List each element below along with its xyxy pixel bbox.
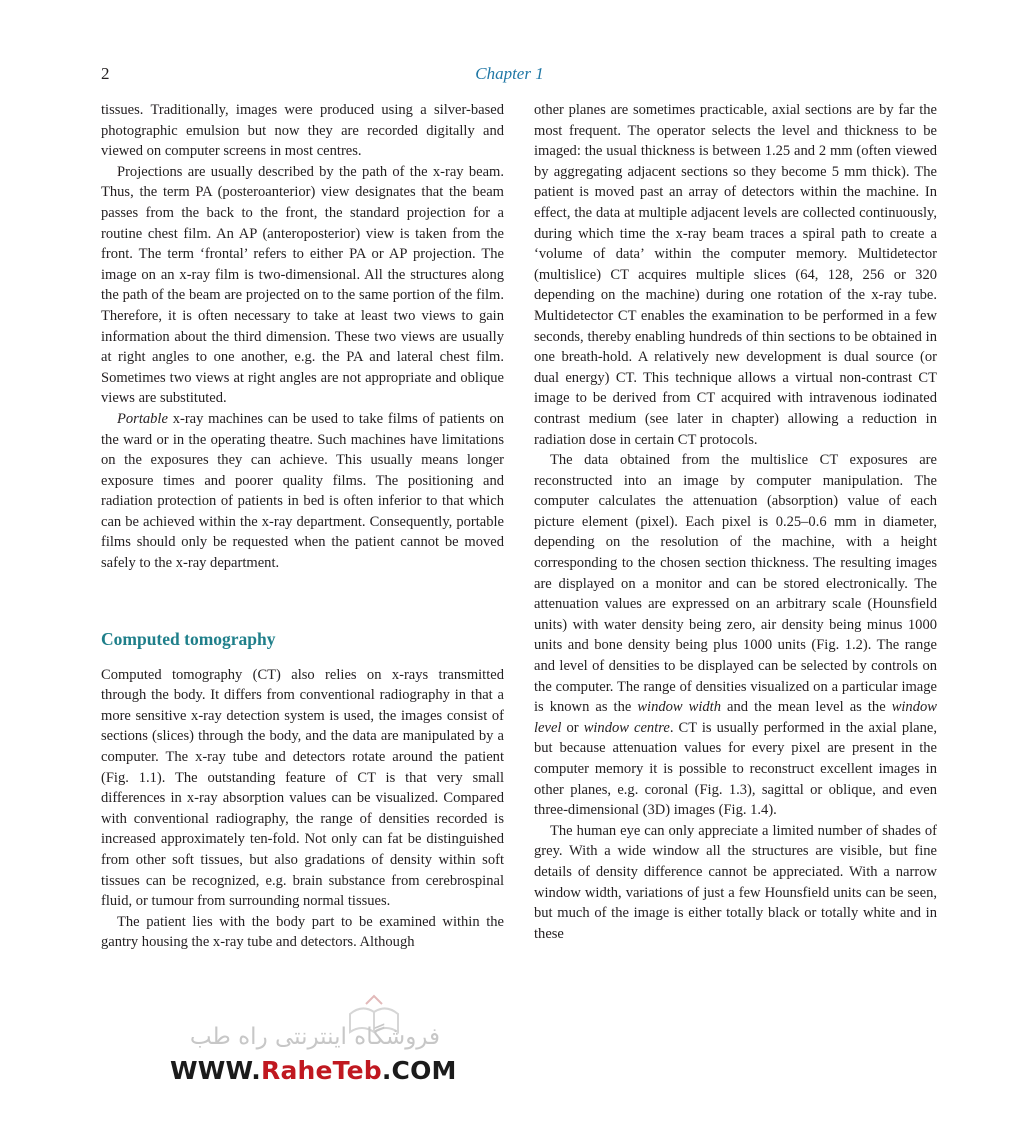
url-prefix: WWW. — [170, 1056, 261, 1085]
url-suffix: .COM — [381, 1056, 457, 1085]
paragraph: other planes are sometimes practicable, axial sections are by far the most frequent. The operator selects the level and thickness to be imaged: the usual thickness is between 1.25 and 2 mm (often viewed by aggregating adjacent sections so they become 5 mm thick). The patient is moved past an array of detectors within the machine. In effect, the data at multiple adjacent levels are collected continuously, during which time the x-ray beam traces a spiral path to create a ‘volume of data’ within the computer memory. Multidetector (multislice) CT acquires multiple slices (64, 128, 256 or 320 depending on the machine) during one rotation of the x-ray tube. Multidetector CT enables the examination to be performed in a few seconds, thereby enabling hundreds of thin sections to be obtained in one breath-hold. A relatively new development is dual source (or dual energy) CT. This technique allows a virtual non-contrast CT image to be derived from CT acquired with intravenous iodinated contrast medium (see later in chapter) allowing a reduction in radiation dose in certain CT protocols. — [534, 102, 937, 448]
paragraph-text: . CT is usually performed in the axial plane, but because attenuation values for every pixel are present in the computer memory it is possible to reconstruct excellent images in other planes, e.g. coronal (Fig. 1.3), sagittal or oblique, and even three-dimensional (3D) images (Fig. 1.4). — [534, 719, 937, 819]
page-number: 2 — [101, 64, 110, 83]
paragraph: tissues. Traditionally, images were produced using a silver-based photographic emulsion but now they are recorded digitally and viewed on computer screens in most centres. — [101, 102, 504, 160]
left-column — [101, 100, 504, 953]
right-column — [534, 100, 937, 944]
paragraph-text: and the mean level as the — [720, 699, 892, 716]
watermark-persian-text: فروشگاه اینترنتی راه طب — [189, 1024, 440, 1050]
section-heading: Computed tomography — [101, 628, 276, 649]
running-head: Chapter 1 — [475, 64, 544, 83]
paragraph — [534, 450, 937, 821]
emphasis: Portable — [117, 410, 168, 427]
watermark — [166, 1022, 456, 1092]
paragraph: Computed tomography (CT) also relies on x-rays transmitted through the body. It differs from conventional radiography in that a more sensitive x-ray detection system is used, the images consist of sections (slices) through the body, and the data are manipulated by a computer. The x-ray tube and detectors rotate around the patient (Fig. 1.1). The outstanding feature of CT is that very small differences in x-ray absorption values can be visualized. Compared with conventional radiography, the range of densities recorded is increased approximately ten-fold. Not only can fat be distinguished from other soft tissues, but also gradations of density within soft tissues can be recognized, e.g. brain substance from cerebrospinal fluid, or tumour from surrounding normal tissues. — [101, 666, 504, 910]
url-brand: RaheTeb — [261, 1056, 382, 1085]
watermark-url — [170, 1056, 457, 1086]
paragraph: The patient lies with the body part to be examined within the gantry housing the x-ray tube and detectors. Although — [101, 913, 504, 951]
emphasis: window centre — [583, 719, 670, 736]
emphasis: window level — [534, 699, 937, 736]
paragraph-text: or — [561, 719, 584, 736]
paragraph — [101, 409, 504, 574]
paragraph-text: x-ray machines can be used to take films of patients on the ward or in the operating theatre. Such machines have limitations on the exposures they can achieve. This usually means longer exposure times and poorer quality films. The positioning and radiation protection of patients in bed is often inferior to that which can be achieved within the x-ray department. Consequently, portable films should only be requested when the patient cannot be moved safely to the x-ray department. — [101, 410, 504, 572]
paragraph: Projections are usually described by the path of the x-ray beam. Thus, the term PA (posteroanterior) view designates that the beam passes from the back to the front, the standard projection for a routine chest film. An AP (anteroposterior) view is taken from the front. The term ‘frontal’ refers to either PA or AP projection. The image on an x-ray film is two-dimensional. All the structures along the path of the beam are projected on to the same portion of the film. Therefore, it is often necessary to take at least two views to gain information about the third dimension. These two views are usually at right angles to one another, e.g. the PA and lateral chest film. Sometimes two views at right angles are not appropriate and oblique views are substituted. — [101, 163, 504, 407]
paragraph: The human eye can only appreciate a limited number of shades of grey. With a wide window all the structures are visible, but fine details of density difference cannot be appreciated. With a narrow window width, variations of just a few Hounsfield units can be seen, but much of the image is either totally black or totally white and in these — [534, 822, 937, 942]
paragraph-text: The data obtained from the multislice CT exposures are reconstructed into an image by computer manipulation. The computer calculates the attenuation (absorption) value of each picture element (pixel). Each pixel is 0.25–0.6 mm in diameter, depending on the resolution of the machine, with a height corresponding to the chosen section thickness. The resulting images are displayed on a monitor and can be stored electronically. The attenuation values are expressed on an arbitrary scale (Hounsfield units) with water density being zero, air density being minus 1000 units and bone density being plus 1000 units (Fig. 1.2). The range and level of densities to be displayed can be selected by controls on the computer. The range of densities visualized on a particular image is known as the — [534, 452, 937, 716]
emphasis: window width — [637, 699, 721, 716]
